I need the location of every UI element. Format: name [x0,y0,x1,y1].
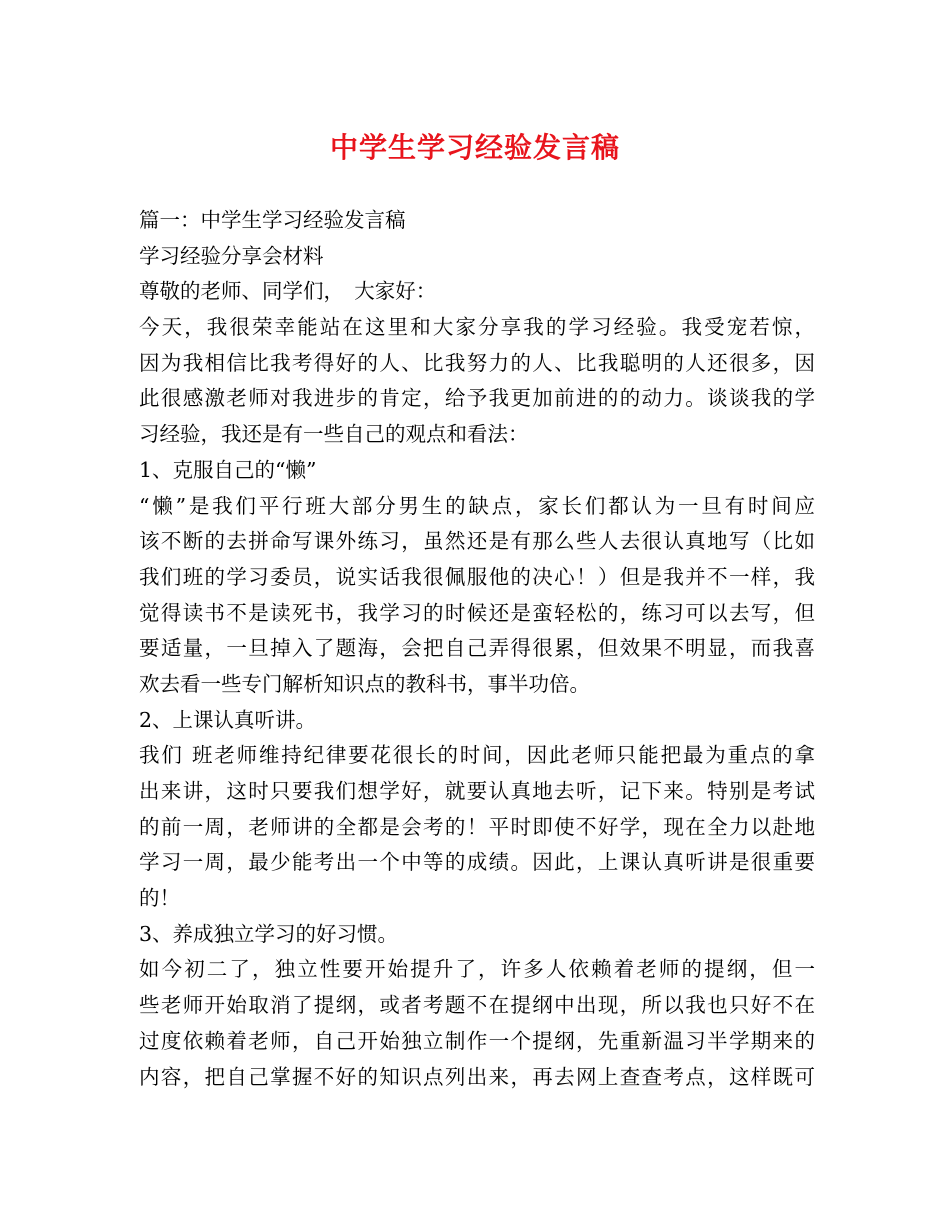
text-line: 欢去看一些专门解析知识点的教科书，事半功倍。 [139,671,590,696]
document-title: 中学生学习经验发言稿 [329,131,620,164]
text-line: 尊敬的老师、同学们， 大家好： [139,279,437,304]
text-line: 学习经验分享会材料 [139,243,324,268]
text-line: 我们 班老师维持纪律要花很长的时间，因此老师只能把最为重点的拿 [139,743,815,768]
text-line: 我们班的学习委员，说实话我很佩服他的决心！）但是我并不一样，我 [139,564,815,589]
text-line: 些老师开始取消了提纲，或者考题不在提纲中出现，所以我也只好不在 [139,993,815,1018]
text-line: 该不断的去拼命写课外练习，虽然还是有那么些人去很认真地写（比如 [139,529,815,554]
text-line: “懒”是我们平行班大部分男生的缺点，家长们都认为一旦有时间应 [139,493,815,518]
text-line: 觉得读书不是读死书，我学习的时候还是蛮轻松的，练习可以去写，但 [139,600,815,625]
text-line: 1、克服自己的“懒” [139,457,317,482]
document-body [139,203,815,1095]
text-line: 此很感激老师对我进步的肯定，给予我更加前进的的动力。谈谈我的学 [139,386,815,411]
text-line: 内容，把自己掌握不好的知识点列出来，再去网上查查考点，这样既可 [139,1064,815,1089]
text-line: 如今初二了，独立性要开始提升了，许多人依赖着老师的提纲，但一 [139,957,815,982]
text-line: 学习一周，最少能考出一个中等的成绩。因此，上课认真听讲是很重要 [139,850,815,875]
text-line: 出来讲，这时只要我们想学好，就要认真地去听，记下来。特别是考试 [139,779,815,803]
text-line: 要适量，一旦掉入了题海，会把自己弄得很累，但效果不明显，而我喜 [139,636,815,661]
text-line: 习经验，我还是有一些自己的观点和看法： [139,422,529,447]
text-line: 因为我相信比我考得好的人、比我努力的人、比我聪明的人还很多，因 [139,350,815,375]
text-line: 今天，我很荣幸能站在这里和大家分享我的学习经验。我受宠若惊， [139,315,815,340]
text-line: 的！ [139,886,180,911]
text-line: 的前一周，老师讲的全都是会考的！平时即使不好学，现在全力以赴地 [139,814,815,839]
text-line: 篇一：中学生学习经验发言稿 [139,208,406,232]
text-line: 2、上课认真听讲。 [139,707,317,732]
text-line: 3、养成独立学习的好习惯。 [139,921,399,946]
text-line: 过度依赖着老师，自己开始独立制作一个提纲，先重新温习半学期来的 [139,1028,815,1053]
